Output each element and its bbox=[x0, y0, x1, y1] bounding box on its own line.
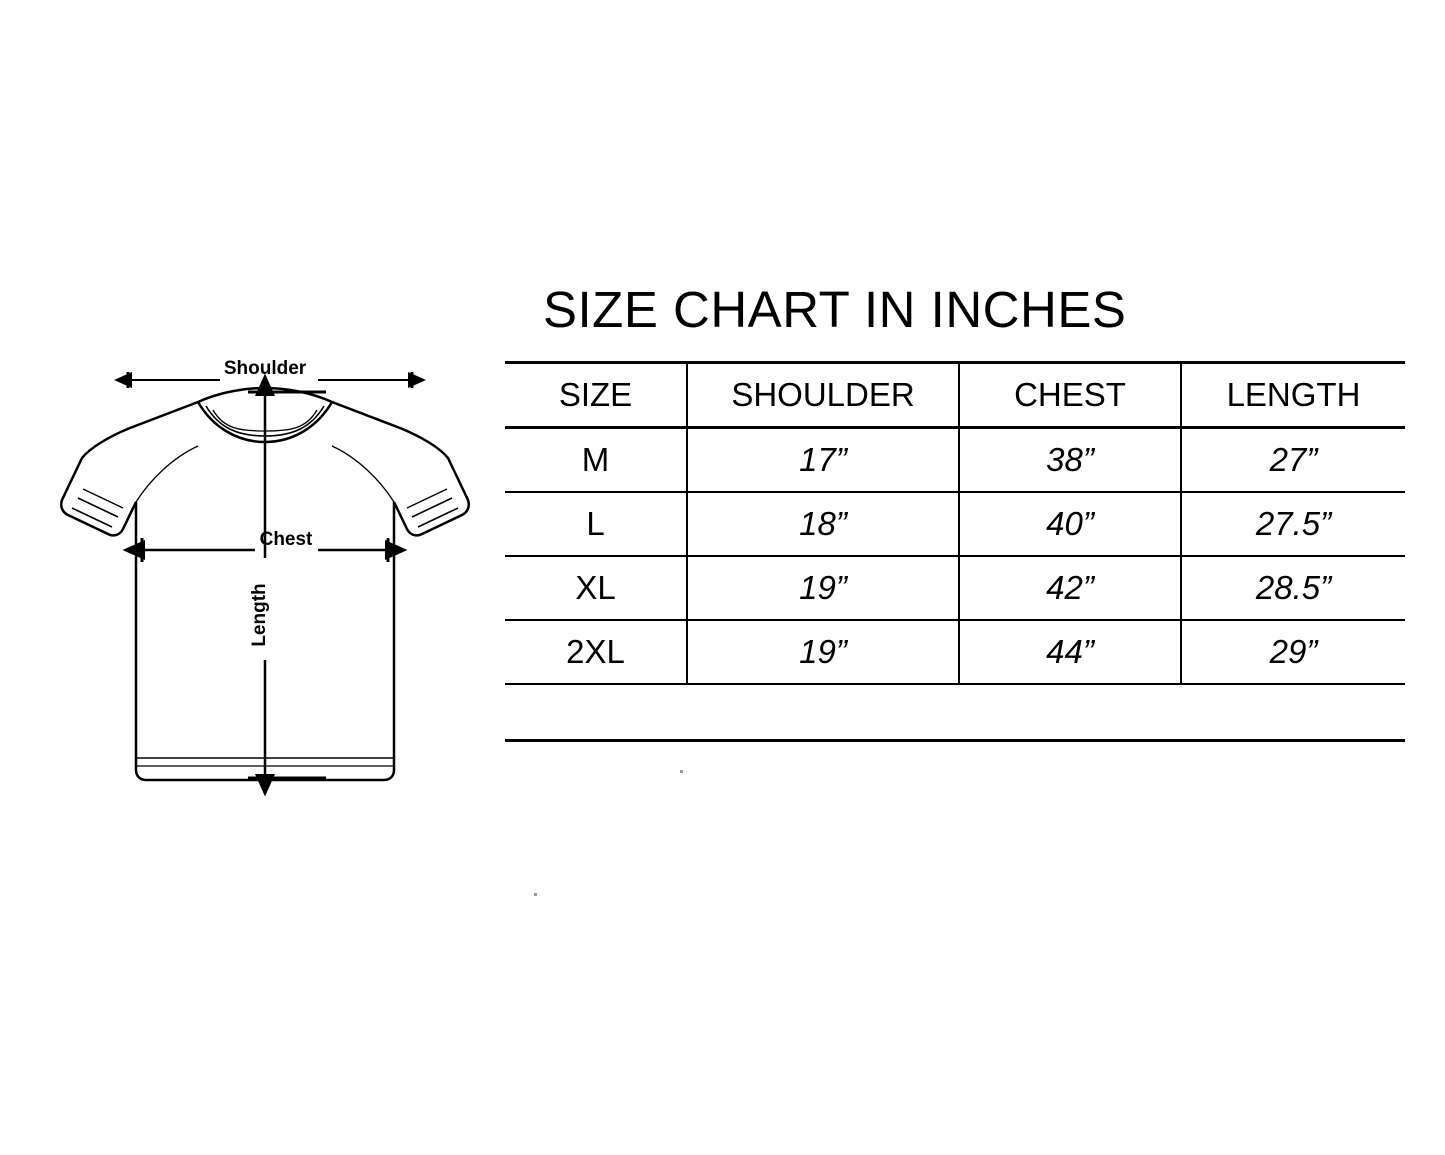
column-header-size: SIZE bbox=[505, 363, 687, 428]
cell-shoulder: 19” bbox=[687, 556, 959, 620]
table-bottom-rule bbox=[505, 739, 1405, 742]
cell-size: XL bbox=[505, 556, 687, 620]
cell-shoulder: 17” bbox=[687, 428, 959, 493]
cell-length: 27.5” bbox=[1181, 492, 1405, 556]
column-header-shoulder: SHOULDER bbox=[687, 363, 959, 428]
cell-size: L bbox=[505, 492, 687, 556]
speck-artifact bbox=[680, 770, 683, 773]
table-body bbox=[505, 428, 1405, 685]
size-chart-table bbox=[505, 361, 1405, 685]
column-header-chest: CHEST bbox=[959, 363, 1181, 428]
column-header-length: LENGTH bbox=[1181, 363, 1405, 428]
shoulder-dimension-line bbox=[128, 358, 412, 388]
table-row bbox=[505, 492, 1405, 556]
length-dimension-line bbox=[248, 392, 326, 778]
cell-shoulder: 18” bbox=[687, 492, 959, 556]
cell-size: M bbox=[505, 428, 687, 493]
size-chart-panel bbox=[505, 280, 1405, 742]
cell-length: 28.5” bbox=[1181, 556, 1405, 620]
tshirt-measurement-diagram bbox=[50, 330, 480, 820]
cell-size: 2XL bbox=[505, 620, 687, 684]
cell-chest: 38” bbox=[959, 428, 1181, 493]
shoulder-label: Shoulder bbox=[223, 358, 307, 379]
cell-chest: 44” bbox=[959, 620, 1181, 684]
table-row bbox=[505, 556, 1405, 620]
cell-length: 29” bbox=[1181, 620, 1405, 684]
cell-chest: 40” bbox=[959, 492, 1181, 556]
table-header bbox=[505, 363, 1405, 428]
speck-artifact bbox=[534, 893, 537, 896]
cell-chest: 42” bbox=[959, 556, 1181, 620]
chest-label: Chest bbox=[259, 529, 313, 550]
table-row bbox=[505, 428, 1405, 493]
table-header-row bbox=[505, 363, 1405, 428]
chart-title: SIZE CHART IN INCHES bbox=[543, 281, 1127, 338]
table-row bbox=[505, 620, 1405, 684]
cell-shoulder: 19” bbox=[687, 620, 959, 684]
cell-length: 27” bbox=[1181, 428, 1405, 493]
length-label: Length bbox=[249, 583, 270, 647]
